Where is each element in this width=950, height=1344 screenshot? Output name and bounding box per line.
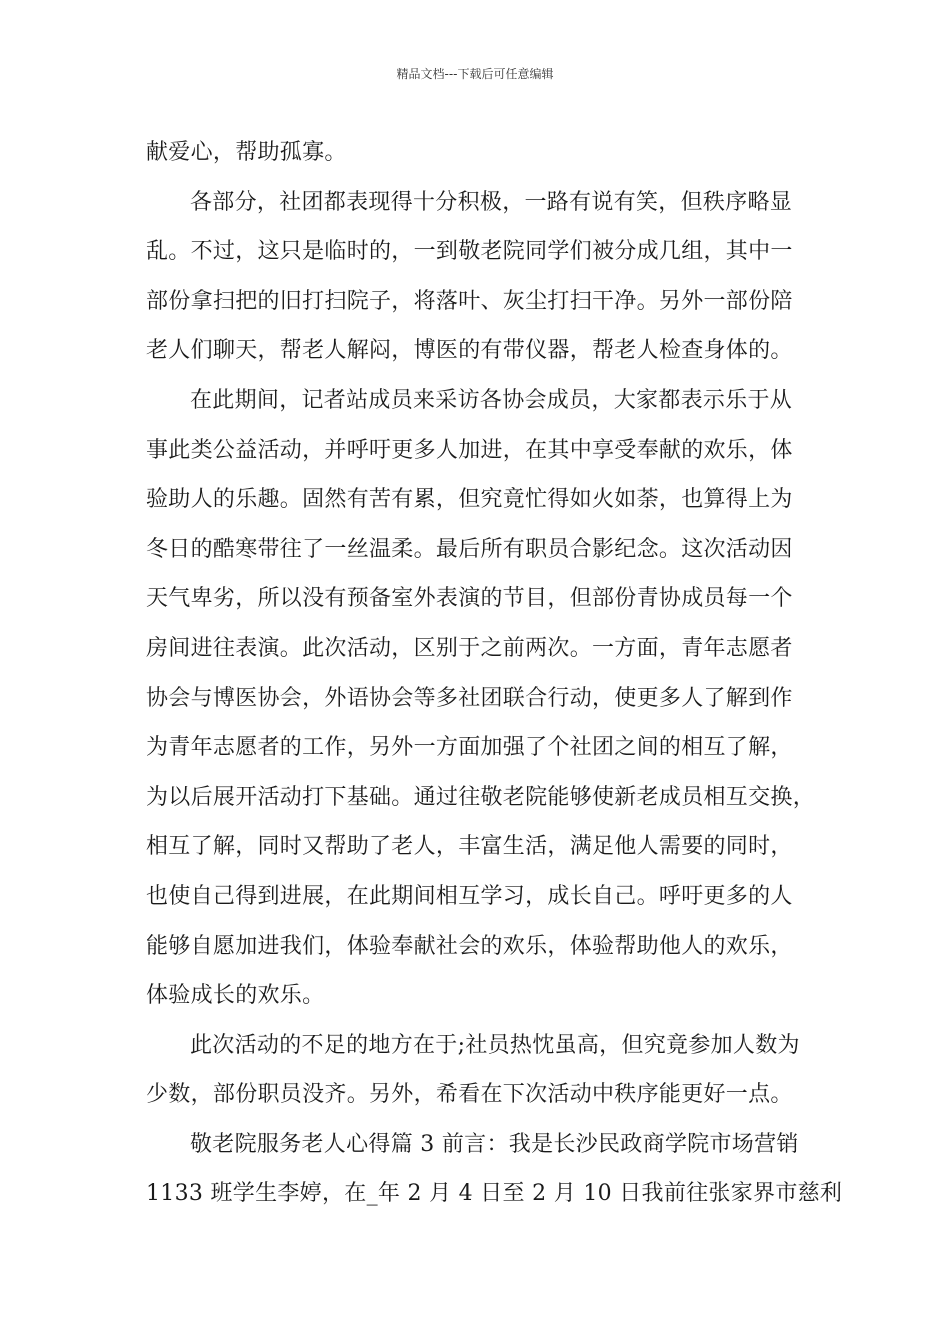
text-line: 少数，部份职员没齐。另外，希看在下次活动中秩序能更好一点。 [146, 1082, 793, 1108]
text-line: 也使自己得到进展，在此期间相互学习，成长自己。呼吁更多的人 [146, 883, 793, 909]
text-line: 冬日的酷寒带往了一丝温柔。最后所有职员合影纪念。这次活动因 [146, 536, 793, 562]
text-line: 1133 班学生李婷，在_年 2 月 4 日至 2 月 10 日我前往张家界市慈利 [146, 1181, 843, 1207]
text-line: 部份拿扫把的旧打扫院子，将落叶、灰尘打扫干净。另外一部份陪 [146, 288, 793, 314]
text-line: 老人们聊天，帮老人解闷，博医的有带仪器，帮老人检查身体的。 [146, 338, 793, 364]
text-line: 为青年志愿者的工作，另外一方面加强了个社团之间的相互了解， [146, 735, 793, 761]
text-line: 此次活动的不足的地方在于;社员热忱虽高，但究竟参加人数为 [190, 1032, 800, 1058]
text-line: 能够自愿加进我们，体验奉献社会的欢乐，体验帮助他人的欢乐， [146, 933, 793, 959]
text-line: 验助人的乐趣。固然有苦有累，但究竟忙得如火如荼，也算得上为 [146, 487, 793, 513]
text-line: 献爱心，帮助孤寡。 [146, 140, 347, 165]
text-line: 敬老院服务老人心得篇 3 前言：我是长沙民政商学院市场营销 [190, 1131, 799, 1157]
text-line: 乱。不过，这只是临时的，一到敬老院同学们被分成几组，其中一 [146, 239, 793, 265]
text-line: 房间进往表演。此次活动，区别于之前两次。一方面，青年志愿者 [146, 635, 793, 661]
text-line: 体验成长的欢乐。 [146, 983, 325, 1009]
text-line: 相互了解，同时又帮助了老人，丰富生活，满足他人需要的同时， [146, 834, 793, 860]
text-line: 各部分，社团都表现得十分积极，一路有说有笑，但秩序略显 [190, 189, 793, 215]
document-body [146, 128, 843, 1219]
text-line: 事此类公益活动，并呼吁更多人加进，在其中享受奉献的欢乐，体 [146, 437, 793, 463]
text-line: 协会与博医协会，外语协会等多社团联合行动，使更多人了解到作 [146, 685, 793, 711]
text-line: 为以后展开活动打下基础。通过往敬老院能够使新老成员相互交换， [146, 784, 816, 810]
text-line: 在此期间，记者站成员来采访各协会成员，大家都表示乐于从 [190, 387, 793, 413]
page-header: 精品文档---下载后可任意编辑 [396, 67, 554, 81]
text-line: 天气卑劣，所以没有预备室外表演的节目，但部份青协成员每一个 [146, 586, 793, 612]
